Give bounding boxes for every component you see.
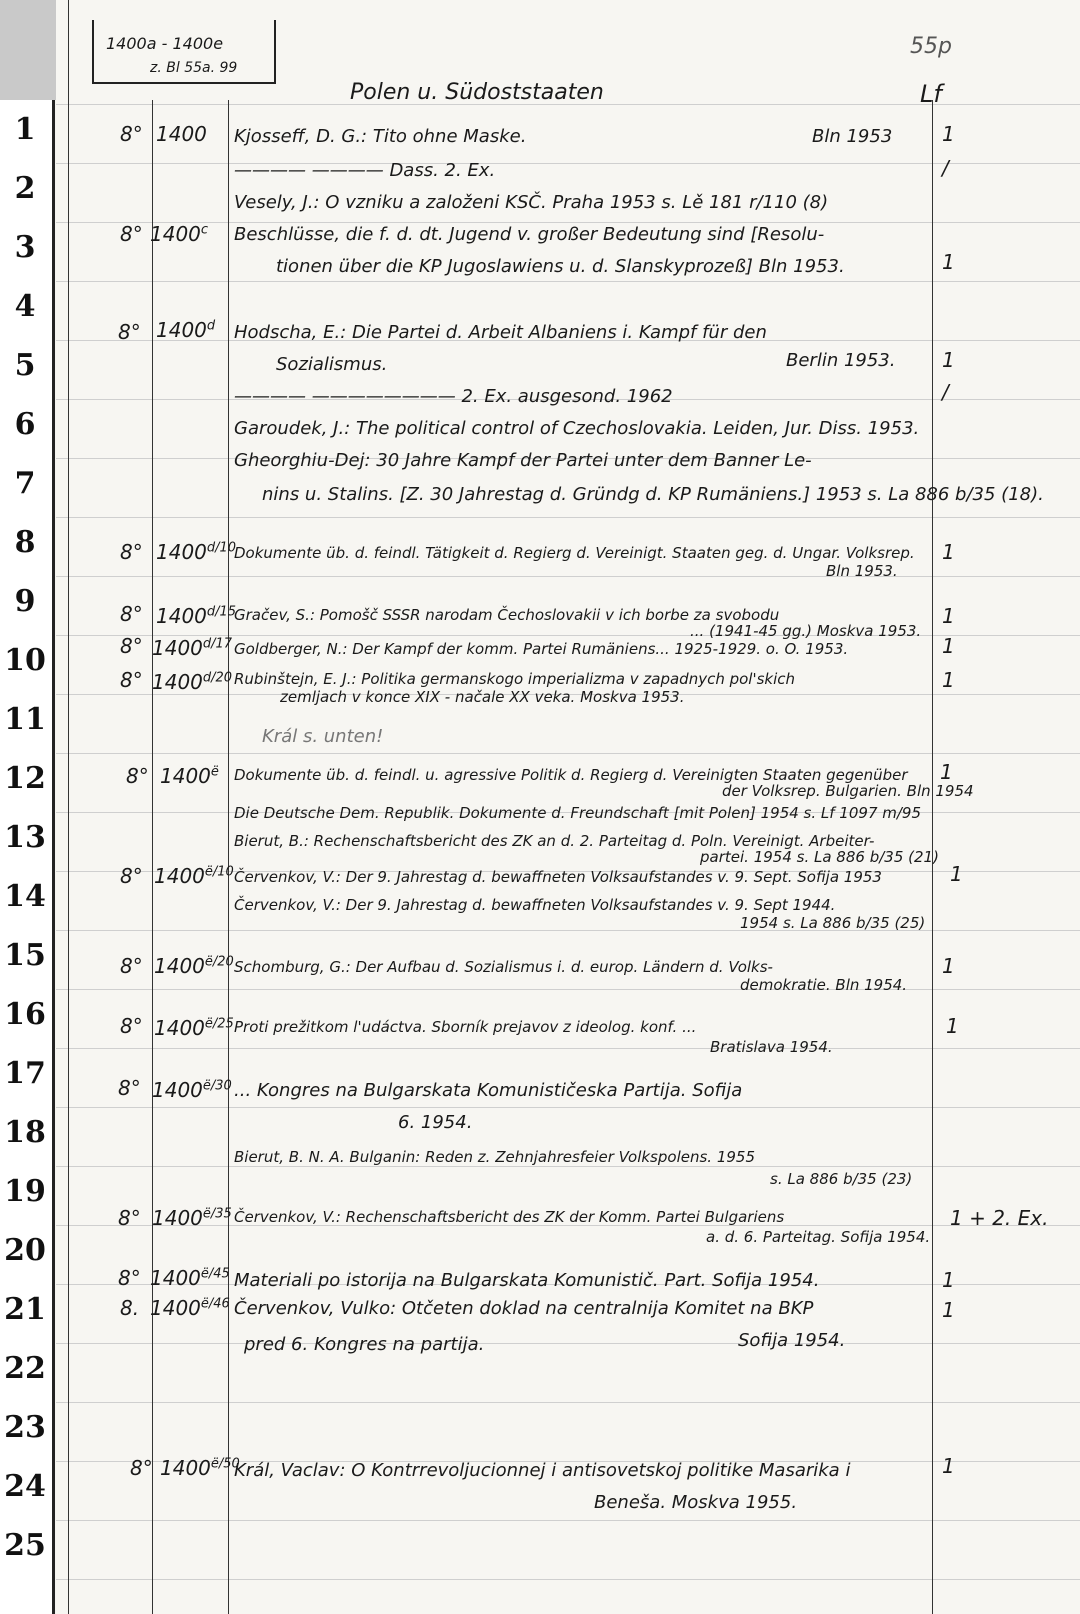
line-number: 4 xyxy=(14,289,36,324)
entry-signature: $1400^{ë/46}$ xyxy=(150,1296,230,1320)
line-number: 2 xyxy=(14,171,36,206)
entry-title: Vesely, J.: O vzniku a založeni KSČ. Praha 1953 s. Lě 181 r/110 (8) xyxy=(234,192,829,213)
entry-title-cont: Bln 1953. xyxy=(826,562,898,580)
signature-column-line xyxy=(228,100,229,1614)
entry-title-cont: nins u. Stalins. [Z. 30 Jahrestag d. Gründg d. KP Rumäniens.] 1953 s. La 886 b/35 (18). xyxy=(262,484,1044,505)
call-note: z. Bl 55a. 99 xyxy=(150,60,238,76)
ruled-line xyxy=(56,1107,1080,1108)
entry-format: 8° xyxy=(120,668,143,692)
ruled-line xyxy=(56,163,1080,164)
ruled-line xyxy=(56,222,1080,223)
entry-title: Goldberger, N.: Der Kampf der komm. Partei Rumäniens... 1925-1929. o. O. 1953. xyxy=(234,640,849,658)
format-column-line xyxy=(152,100,153,1614)
entry-format: 8° xyxy=(118,1076,141,1100)
entry-title-cont: tionen über die KP Jugoslawiens u. d. Slanskyprozeß] Bln 1953. xyxy=(276,256,845,277)
left-margin-line xyxy=(68,0,69,1614)
entry-signature: $1400^{ë/20}$ xyxy=(154,954,234,978)
cross-reference-note: Král s. unten! xyxy=(262,726,384,747)
entry-title: ———— ———————— 2. Ex. ausgesond. 1962 xyxy=(234,386,673,407)
page-number: 55p xyxy=(910,34,952,59)
entry-format: 8° xyxy=(120,222,143,246)
entry-format: 8° xyxy=(120,634,143,658)
entry-format: 8° xyxy=(120,1014,143,1038)
entry-signature: 1400 xyxy=(156,122,207,146)
line-number: 9 xyxy=(14,584,36,619)
entry-title: Kjosseff, D. G.: Tito ohne Maske. xyxy=(234,126,527,147)
line-number-gutter xyxy=(0,100,55,1614)
entry-signature: $1400^{ë/10}$ xyxy=(154,864,234,888)
entry-place: Sofija 1954. xyxy=(738,1330,846,1351)
ruled-line xyxy=(56,753,1080,754)
line-number: 3 xyxy=(14,230,36,265)
ruled-line xyxy=(56,1402,1080,1403)
line-number: 14 xyxy=(4,879,46,914)
entry-title-cont: Bratislava 1954. xyxy=(710,1038,833,1056)
entry-title: Hodscha, E.: Die Partei d. Arbeit Albaniens i. Kampf für den xyxy=(234,322,767,343)
entry-count: 1 xyxy=(946,1014,959,1038)
entry-signature: 1400$^d$ xyxy=(156,318,216,342)
entry-title: Materiali po istorija na Bulgarskata Komunistič. Part. Sofija 1954. xyxy=(234,1270,820,1291)
line-number: 16 xyxy=(4,997,46,1032)
entry-title: Proti prežitkom l'udáctva. Sborník prejavov z ideolog. konf. ... xyxy=(234,1018,697,1036)
ruled-line xyxy=(56,1048,1080,1049)
entry-title: Gheorghiu-Dej: 30 Jahre Kampf der Partei unter dem Banner Le- xyxy=(234,450,812,471)
entry-title: Červenkov, V.: Der 9. Jahrestag d. bewaffneten Volksaufstandes v. 9. Sept. Sofija 1953 xyxy=(234,868,882,886)
line-number: 23 xyxy=(4,1410,46,1445)
entry-format: 8. xyxy=(120,1296,140,1320)
entry-count: 1 xyxy=(942,954,955,978)
entry-title: Červenkov, Vulko: Otčeten doklad na centralnija Komitet na BKP xyxy=(234,1298,814,1319)
line-number: 18 xyxy=(4,1115,46,1150)
entry-signature: $1400^{d/10}$ xyxy=(156,540,237,564)
ruled-line xyxy=(56,989,1080,990)
line-number: 12 xyxy=(4,761,46,796)
entry-count: 1 xyxy=(942,1298,955,1322)
ruled-line xyxy=(56,517,1080,518)
entry-title-cont: s. La 886 b/35 (23) xyxy=(770,1170,913,1188)
entry-title: Rubinštejn, E. J.: Politika germanskogo imperializma v zapadnych pol'skich xyxy=(234,670,796,688)
entry-format: 8° xyxy=(120,954,143,978)
entry-count: 1 xyxy=(942,668,955,692)
entry-format: 8° xyxy=(126,764,149,788)
entry-title-cont: pred 6. Kongres na partija. xyxy=(244,1334,485,1355)
entry-format: 8° xyxy=(120,864,143,888)
entry-title: Beschlüsse, die f. d. dt. Jugend v. großer Bedeutung sind [Resolu- xyxy=(234,224,825,245)
entry-format: 8° xyxy=(118,1206,141,1230)
entry-title: Garoudek, J.: The political control of Czechoslovakia. Leiden, Jur. Diss. 1953. xyxy=(234,418,920,439)
entry-format: 8° xyxy=(118,1266,141,1290)
entry-count: 1 xyxy=(942,348,955,372)
line-number: 11 xyxy=(4,702,46,737)
entry-title-cont: Sozialismus. xyxy=(276,354,388,375)
entry-title: Král, Vaclav: O Kontrrevoljucionnej i antisovetskoj politike Masarika i xyxy=(234,1460,851,1481)
entry-count: 1 + 2. Ex. xyxy=(950,1206,1049,1230)
entry-signature: $1400^{ë/45}$ xyxy=(150,1266,230,1290)
line-number: 17 xyxy=(4,1056,46,1091)
line-number: 10 xyxy=(4,643,46,678)
section-title: Polen u. Südoststaaten xyxy=(350,80,604,105)
entry-title-cont: Beneša. Moskva 1955. xyxy=(594,1492,798,1513)
ruled-line xyxy=(56,930,1080,931)
entry-count: / xyxy=(942,156,949,180)
entry-title: Schomburg, G.: Der Aufbau d. Sozialismus i. d. europ. Ländern d. Volks- xyxy=(234,958,773,976)
ruled-line xyxy=(56,1579,1080,1580)
entry-format: 8° xyxy=(130,1456,153,1480)
line-number: 6 xyxy=(14,407,36,442)
entry-title-cont: 6. 1954. xyxy=(398,1112,473,1133)
line-number: 1 xyxy=(14,112,36,147)
ruled-line xyxy=(56,1166,1080,1167)
line-number: 7 xyxy=(14,466,36,501)
entry-signature: $1400^ë$ xyxy=(160,764,219,788)
entry-format: 8° xyxy=(120,540,143,564)
entry-format: 8° xyxy=(118,320,141,344)
entry-count: 1 xyxy=(940,760,953,784)
entry-signature: $1400^{ë/30}$ xyxy=(152,1078,232,1102)
entry-count: 1 xyxy=(942,1454,955,1478)
count-column-heading: Lf xyxy=(920,80,942,108)
line-number: 20 xyxy=(4,1233,46,1268)
entry-signature: $1400^{ë/25}$ xyxy=(154,1016,234,1040)
entry-signature: $1400^{d/20}$ xyxy=(152,670,233,694)
entry-title-cont: partei. 1954 s. La 886 b/35 (21) xyxy=(700,848,939,866)
line-number: 13 xyxy=(4,820,46,855)
line-number: 22 xyxy=(4,1351,46,1386)
ruled-line xyxy=(56,1343,1080,1344)
entry-count: 1 xyxy=(942,122,955,146)
entry-signature: $1400^{ë/50}$ xyxy=(160,1456,240,1480)
gutter-corner xyxy=(0,0,56,100)
entry-signature: $1400^{d/15}$ xyxy=(156,604,237,628)
entry-title: Červenkov, V.: Rechenschaftsbericht des ZK der Komm. Partei Bulgariens xyxy=(234,1208,785,1226)
entry-format: 8° xyxy=(120,602,143,626)
ruled-line xyxy=(56,576,1080,577)
entry-count: 1 xyxy=(950,862,963,886)
entry-place: Bln 1953 xyxy=(812,126,893,147)
entry-count: 1 xyxy=(942,1268,955,1292)
line-number: 15 xyxy=(4,938,46,973)
entry-format: 8° xyxy=(120,122,143,146)
line-number: 5 xyxy=(14,348,36,383)
ruled-line xyxy=(56,281,1080,282)
entry-place: Berlin 1953. xyxy=(786,350,896,371)
entry-title-cont: a. d. 6. Parteitag. Sofija 1954. xyxy=(706,1228,931,1246)
entry-count: 1 xyxy=(942,604,955,628)
entry-title: Die Deutsche Dem. Republik. Dokumente d. Freundschaft [mit Polen] 1954 s. Lf 1097 m/95 xyxy=(234,804,922,822)
line-number: 21 xyxy=(4,1292,46,1327)
entry-title: ———— ———— Dass. 2. Ex. xyxy=(234,160,496,181)
entry-count: 1 xyxy=(942,634,955,658)
entry-title: Dokumente üb. d. feindl. Tätigkeit d. Regierg d. Vereinigt. Staaten geg. d. Ungar. Volksrep. xyxy=(234,544,915,562)
line-number: 8 xyxy=(14,525,36,560)
entry-count: 1 xyxy=(942,250,955,274)
entry-title: ... Kongres na Bulgarskata Komunističeska Partija. Sofija xyxy=(234,1080,743,1101)
entry-title: Bierut, B. N. A. Bulganin: Reden z. Zehnjahresfeier Volkspolens. 1955 xyxy=(234,1148,755,1166)
entry-title: Červenkov, V.: Der 9. Jahrestag d. bewaffneten Volksaufstandes v. 9. Sept 1944. xyxy=(234,896,836,914)
entry-title-cont: zemljach v konce XIX - načale XX veka. Moskva 1953. xyxy=(280,688,685,706)
entry-title: Bierut, B.: Rechenschaftsbericht des ZK an d. 2. Parteitag d. Poln. Vereinigt. Arbeiter- xyxy=(234,832,875,850)
line-number: 24 xyxy=(4,1469,46,1504)
entry-title-cont: demokratie. Bln 1954. xyxy=(740,976,908,994)
entry-signature: $1400^{ë/35}$ xyxy=(152,1206,232,1230)
entry-count: / xyxy=(942,380,949,404)
entry-signature: 1400$^c$ xyxy=(150,222,209,246)
entry-title: Gračev, S.: Pomošč SSSR narodam Čechoslovakii v ich borbe za svobodu xyxy=(234,606,780,624)
ruled-line xyxy=(56,1520,1080,1521)
call-range: 1400a - 1400e xyxy=(106,34,224,53)
entry-title-cont: der Volksrep. Bulgarien. Bln 1954 xyxy=(722,782,974,800)
entry-title-cont: ... (1941-45 gg.) Moskva 1953. xyxy=(690,622,922,640)
entry-signature: $1400^{d/17}$ xyxy=(152,636,233,660)
entry-title-cont: 1954 s. La 886 b/35 (25) xyxy=(740,914,926,932)
line-number: 19 xyxy=(4,1174,46,1209)
line-number: 25 xyxy=(4,1528,46,1563)
entry-title: Dokumente üb. d. feindl. u. agressive Politik d. Regierg d. Vereinigten Staaten gegenüber xyxy=(234,766,908,784)
entry-count: 1 xyxy=(942,540,955,564)
